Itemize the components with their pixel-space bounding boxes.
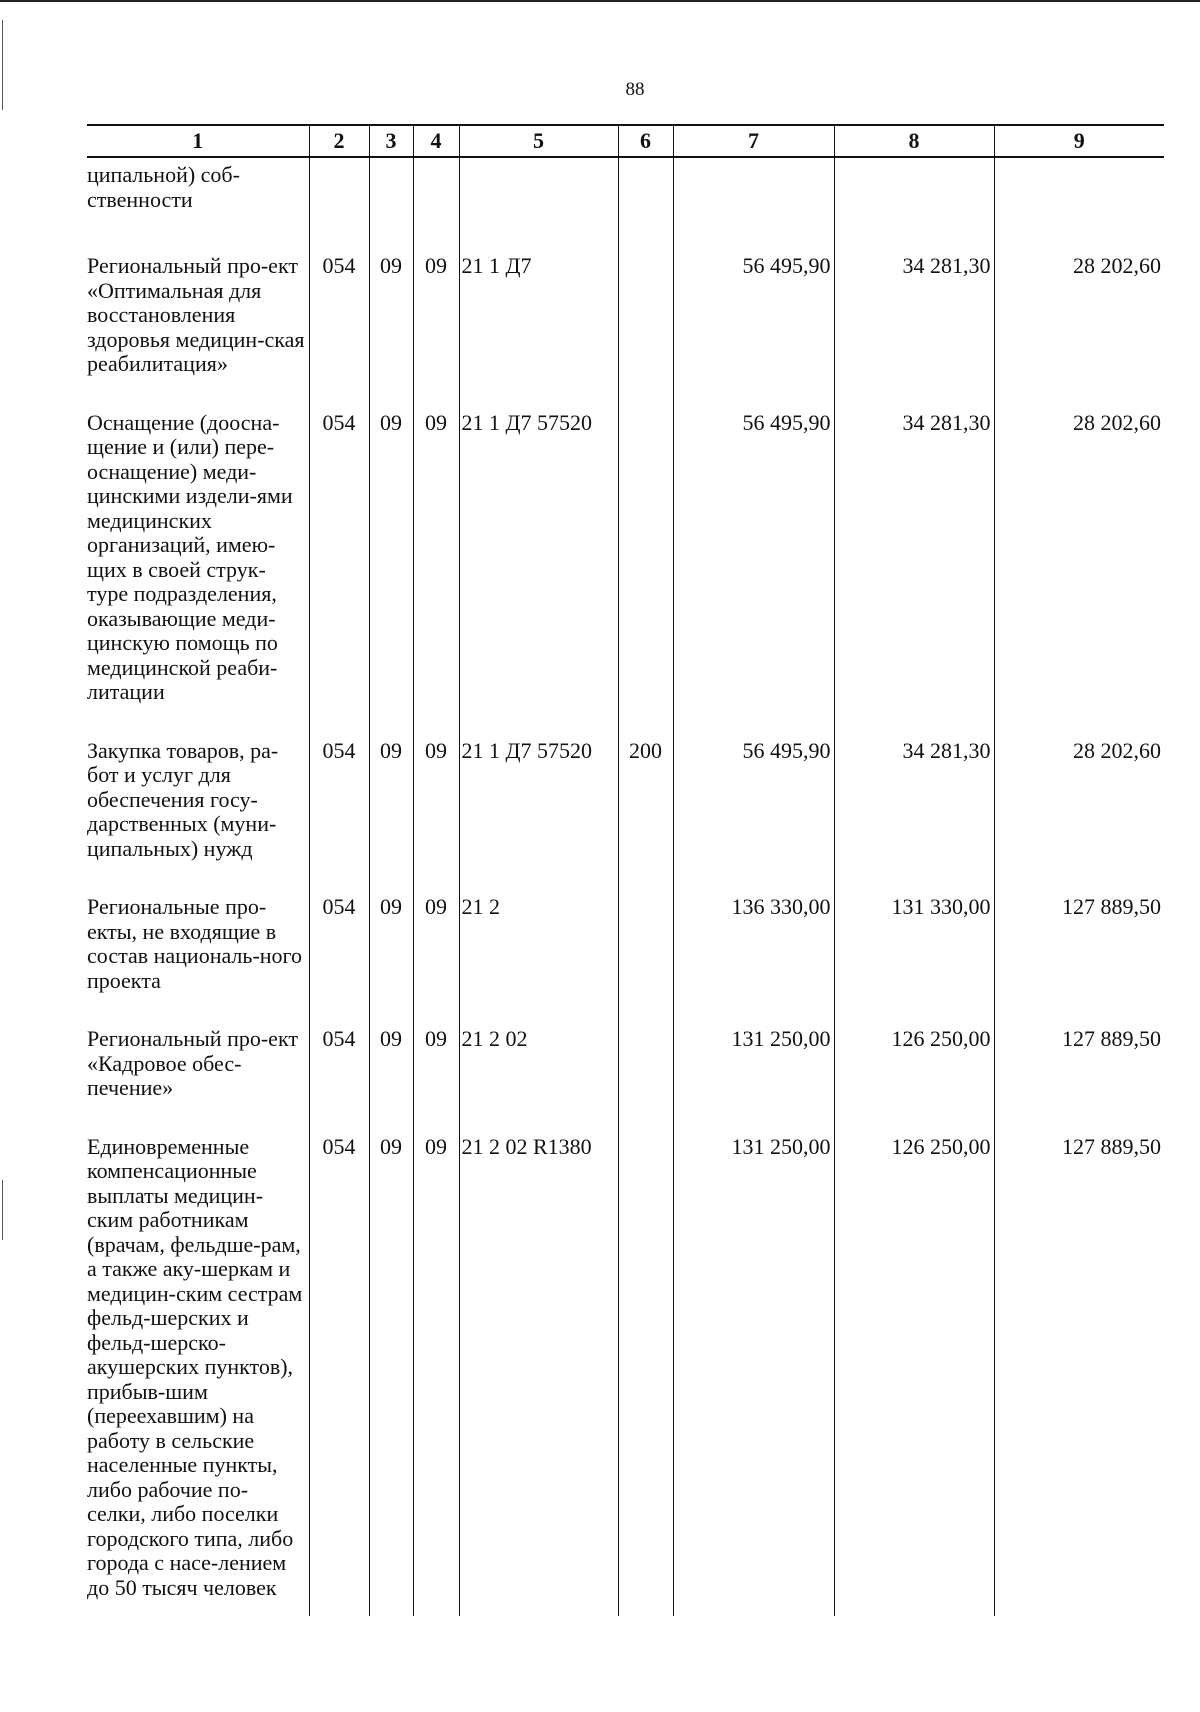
cell-c9: 127 889,50: [994, 1121, 1164, 1617]
column-header: 9: [994, 125, 1164, 157]
cell-c6: [618, 240, 673, 397]
cell-c2: 054: [309, 1121, 369, 1617]
row-name: Единовременные компенсационные выплаты медицин-ским работникам (врачам, фельдше-рам, а также аку-шеркам и медицин-ским сестрам фельд-шерских и фельд-шерско-акушерских пунктов), прибыв-шим (переехавшим) на работу в сельские населенные пункты, либо рабочие по-селки, либо поселки городского типа, либо города с насе-лением до 50 тысяч человек: [87, 1133, 303, 1600]
cell-c6: [618, 157, 673, 240]
cell-c5: 21 1 Д7 57520: [459, 725, 618, 882]
cell-c2: 054: [309, 725, 369, 882]
table-row: [87, 1121, 1164, 1617]
cell-c2: 054: [309, 240, 369, 397]
column-header: 4: [413, 125, 459, 157]
cell-c8: 126 250,00: [834, 1121, 994, 1617]
row-name: Закупка товаров, ра-бот и услуг для обеспечения госу-дарственных (муни-ципальных) нужд: [87, 737, 279, 861]
cell-c8: 34 281,30: [834, 397, 994, 725]
cell-c4: 09: [413, 1013, 459, 1121]
row-name: Региональный про-ект «Оптимальная для восстановления здоровья медицин-ская реабилитация»: [87, 253, 305, 376]
cell-c2: [309, 157, 369, 240]
cell-c2: 054: [309, 1013, 369, 1121]
cell-c5: 21 1 Д7: [459, 240, 618, 397]
cell-c7: [673, 157, 834, 240]
row-name: Региональные про-екты, не входящие в состав националь-ного проекта: [87, 894, 303, 993]
cell-c5: 21 1 Д7 57520: [459, 397, 618, 725]
cell-c6: [618, 881, 673, 1013]
column-header: 1: [87, 125, 309, 157]
cell-c8: 126 250,00: [834, 1013, 994, 1121]
cell-c9: 127 889,50: [994, 1013, 1164, 1121]
cell-c3: [369, 157, 413, 240]
column-header: 2: [309, 125, 369, 157]
cell-c8: 34 281,30: [834, 240, 994, 397]
cell-c2: 054: [309, 397, 369, 725]
cell-c2: 054: [309, 881, 369, 1013]
column-header: 7: [673, 125, 834, 157]
cell-c4: 09: [413, 881, 459, 1013]
cell-c9: 28 202,60: [994, 240, 1164, 397]
cell-c9: 127 889,50: [994, 881, 1164, 1013]
table-header-row: [87, 125, 1164, 157]
cell-c9: 28 202,60: [994, 397, 1164, 725]
cell-c7: 131 250,00: [673, 1121, 834, 1617]
cell-c9: [994, 157, 1164, 240]
cell-c6: [618, 1121, 673, 1617]
table-row: [87, 1013, 1164, 1121]
cell-c3: 09: [369, 1121, 413, 1617]
cell-c3: 09: [369, 1013, 413, 1121]
table-row: [87, 240, 1164, 397]
budget-table: [87, 124, 1164, 1616]
column-header: 6: [618, 125, 673, 157]
cell-c8: 34 281,30: [834, 725, 994, 882]
row-name: Оснащение (доосна-щение и (или) пере-оснащение) меди-цинскими издели-ями медицинских организаций, имею-щих в своей струк-туре подразделения, оказывающие меди-цинскую помощь по медицинской реаби-литации: [87, 409, 293, 704]
cell-c7: 136 330,00: [673, 881, 834, 1013]
cell-c7: 56 495,90: [673, 240, 834, 397]
cell-c6: 200: [618, 725, 673, 882]
cell-c5: 21 2 02 R1380: [459, 1121, 618, 1617]
cell-c3: 09: [369, 725, 413, 882]
cell-c3: 09: [369, 240, 413, 397]
cell-c8: [834, 157, 994, 240]
cell-c4: 09: [413, 725, 459, 882]
table-row: [87, 157, 1164, 240]
table-row: [87, 881, 1164, 1013]
cell-c5: 21 2: [459, 881, 618, 1013]
cell-c7: 56 495,90: [673, 397, 834, 725]
table-row: [87, 397, 1164, 725]
cell-c4: [413, 157, 459, 240]
cell-c4: 09: [413, 397, 459, 725]
row-name: Региональный про-ект «Кадровое обес-печение»: [87, 1026, 298, 1100]
cell-c4: 09: [413, 240, 459, 397]
cell-c9: 28 202,60: [994, 725, 1164, 882]
left-scan-mark: [2, 1180, 3, 1240]
cell-c7: 56 495,90: [673, 725, 834, 882]
cell-c5: 21 2 02: [459, 1013, 618, 1121]
cell-c3: 09: [369, 397, 413, 725]
cell-c4: 09: [413, 1121, 459, 1617]
cell-c8: 131 330,00: [834, 881, 994, 1013]
column-header: 5: [459, 125, 618, 157]
cell-c5: [459, 157, 618, 240]
cell-c6: [618, 1013, 673, 1121]
column-header: 8: [834, 125, 994, 157]
cell-c3: 09: [369, 881, 413, 1013]
cell-c6: [618, 397, 673, 725]
page-number: 88: [625, 79, 645, 100]
column-header: 3: [369, 125, 413, 157]
top-scan-rule: [0, 0, 1200, 2]
table-row: [87, 725, 1164, 882]
cell-c7: 131 250,00: [673, 1013, 834, 1121]
row-name: ципальной) соб-ственности: [87, 162, 240, 212]
